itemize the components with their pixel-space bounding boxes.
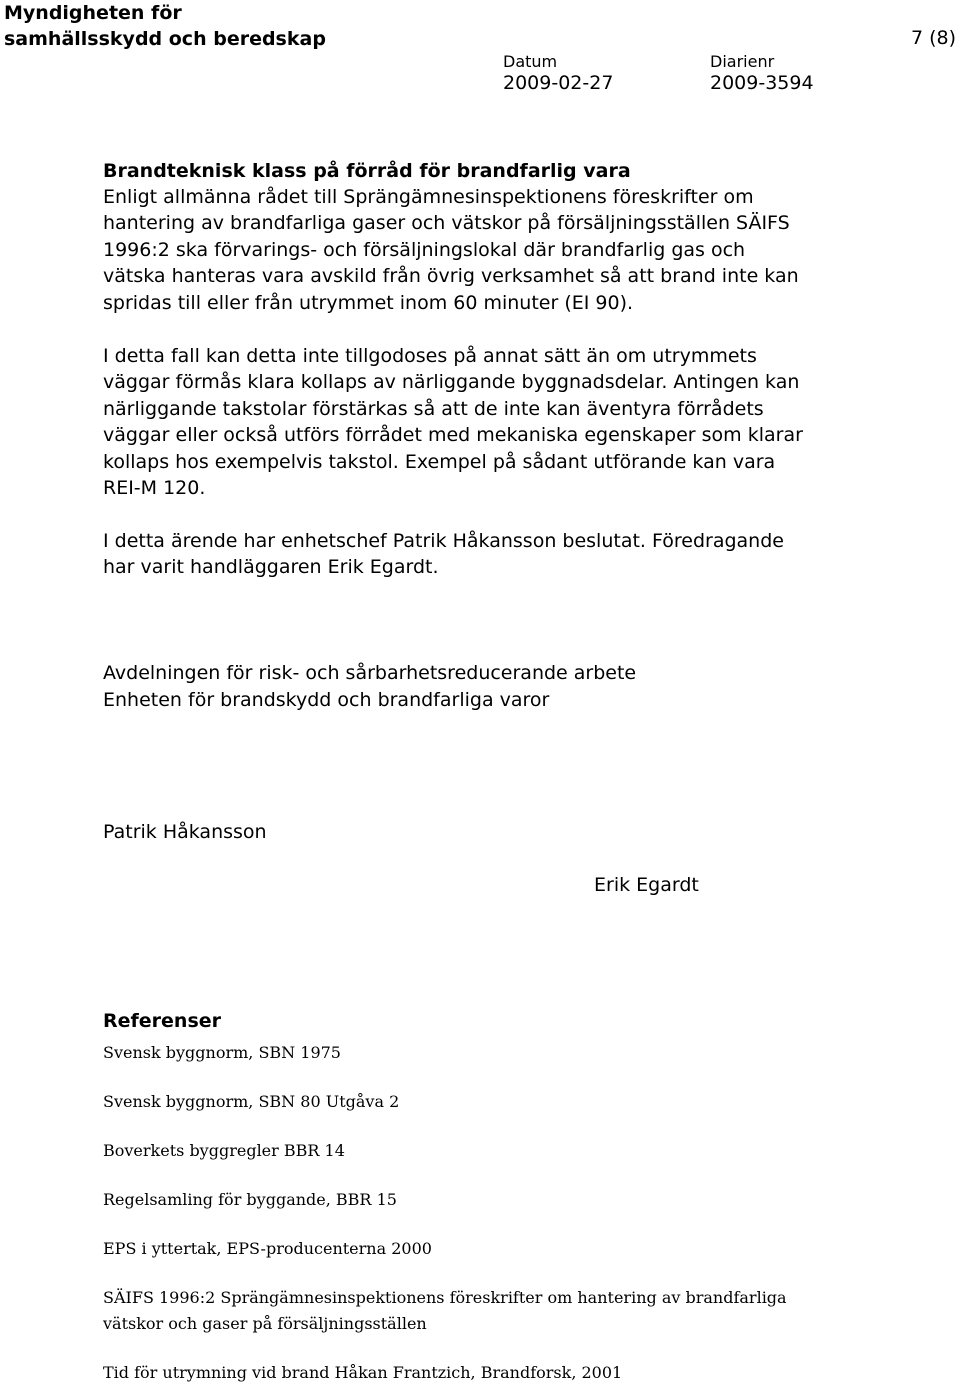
paragraph-1: Enligt allmänna rådet till Sprängämnesinspektionens föreskrifter om hantering av brandfarliga gaser och vätskor på försäljningsställen SÄIFS 1996:2 ska förvarings- och försäljningslokal där brandfarlig gas och vätska hanteras vara avskild från övrig verksamhet så att brand inte kan spridas till eller från utrymmet inom 60 minuter (EI 90). <box>103 186 799 314</box>
date-value: 2009-02-27 <box>503 72 614 94</box>
reference-item: Svensk byggnorm, SBN 80 Utgåva 2 <box>103 1092 400 1111</box>
reference-item: Regelsamling för byggande, BBR 15 <box>103 1190 397 1209</box>
paragraph-3: I detta ärende har enhetschef Patrik Håkansson beslutat. Föredragande har varit handläggaren Erik Egardt. <box>103 530 784 579</box>
unit-name: Enheten för brandskydd och brandfarliga varor <box>103 689 550 711</box>
reference-item: Tid för utrymning vid brand Håkan Frantzich, Brandforsk, 2001 <box>103 1363 623 1382</box>
department-name: Avdelningen för risk- och sårbarhetsreducerande arbete <box>103 662 637 684</box>
section-heading: Brandteknisk klass på förråd för brandfarlig vara <box>103 160 631 182</box>
diarienr-label: Diarienr <box>710 52 775 71</box>
reference-item: Boverkets byggregler BBR 14 <box>103 1141 345 1160</box>
reference-item: SÄIFS 1996:2 Sprängämnesinspektionens föreskrifter om hantering av brandfarliga vätskor och gaser på försäljningsställen <box>103 1288 787 1333</box>
signature-name-1: Patrik Håkansson <box>103 821 267 843</box>
paragraph-2: I detta fall kan detta inte tillgodoses på annat sätt än om utrymmets väggar förmås klara kollaps av närliggande byggnadsdelar. Antingen kan närliggande takstolar förstärkas så att de inte kan äventyra förrådets väggar eller också utförs förrådet med mekaniska egenskaper som klarar kollaps hos exempelvis takstol. Exempel på sådant utförande kan vara REI-M 120. <box>103 345 803 500</box>
reference-item: Svensk byggnorm, SBN 1975 <box>103 1043 341 1062</box>
page-number: 7 (8) <box>910 27 956 49</box>
organization-name <box>4 0 326 52</box>
signature-name-2: Erik Egardt <box>594 874 699 896</box>
reference-item: EPS i yttertak, EPS-producenterna 2000 <box>103 1239 432 1258</box>
diarienr-value: 2009-3594 <box>710 72 814 94</box>
organization-name-line1: Myndigheten för <box>4 2 182 24</box>
date-label: Datum <box>503 52 558 71</box>
organization-name-line2: samhällsskydd och beredskap <box>4 28 326 50</box>
references-heading: Referenser <box>103 1010 222 1032</box>
